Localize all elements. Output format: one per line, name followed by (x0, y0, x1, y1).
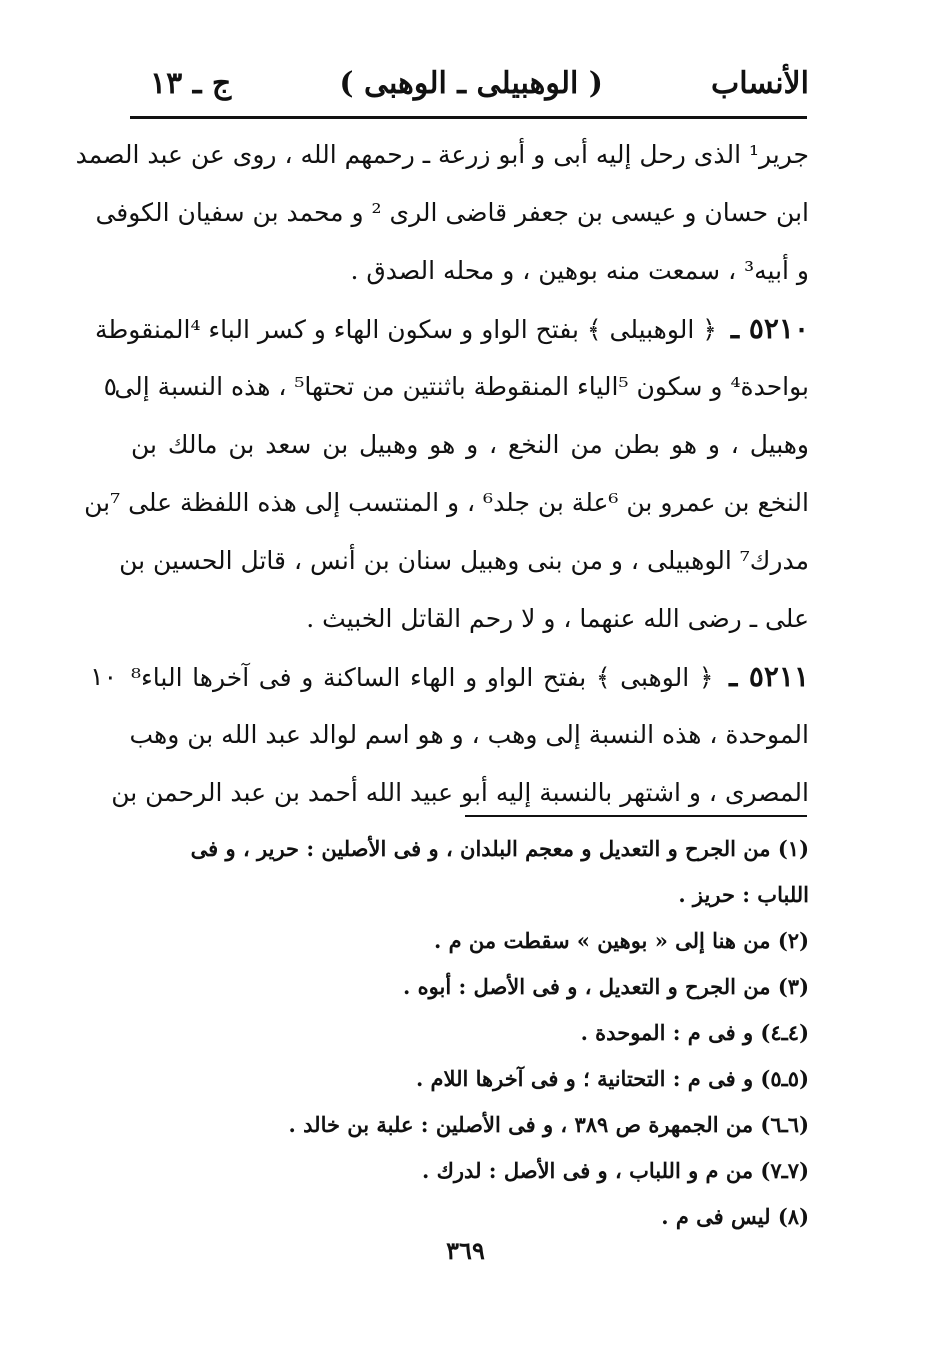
page-header (150, 58, 809, 108)
text-line (103, 358, 809, 416)
text-line: المصرى ، و اشتهر بالنسبة إليه أبو عبيد الله أحمد بن عبد الرحمن بن (111, 778, 809, 807)
entry-5211-line (90, 648, 809, 706)
text-line: مدرك⁷ الوهبيلى ، و من بنى وهبيل سنان بن أنس ، قاتل الحسين بن (119, 546, 809, 575)
entry-number: ٥٢١١ ـ (729, 660, 809, 693)
margin-line-number: ٥ (103, 372, 117, 401)
entry-text: ﴿ الوهبيلى ﴾ بفتح الواو و سكون الهاء و كسر الباء ⁴المنقوطة (95, 315, 717, 344)
footnote: (٨) ليس فى م . (661, 1204, 809, 1229)
footnote-rule (465, 815, 807, 817)
margin-line-number: ١٠ (90, 662, 117, 691)
footnote: (٣) من الجرح و التعديل ، و فى الأصل : أبوه . (403, 974, 809, 999)
footnote: (١) من الجرح و التعديل و معجم البلدان ، و فى الأصلين : حرير ، و فى (190, 836, 809, 861)
text-line: الموحدة ، هذه النسبة إلى وهب ، و هو اسم لوالد عبد الله بن وهب (129, 720, 809, 749)
header-book-title: الأنساب (711, 65, 809, 101)
text-line-content: بواحدة⁴ و سكون ⁵الياء المنقوطة باثنتين من تحتها⁵ ، هذه النسبة إلى (114, 372, 809, 401)
footnote: (٤ـ٤) و فى م : الموحدة . (580, 1020, 809, 1045)
text-line: على ـ رضى الله عنهما ، و لا رحم القاتل الخبيث . (306, 604, 809, 633)
entry-number: ٥٢١٠ ـ (730, 312, 809, 345)
footnote: اللباب : حريز . (678, 882, 809, 907)
entry-text: ﴿ الوهبى ﴾ بفتح الواو و الهاء الساكنة و فى آخرها الباء⁸ (131, 663, 714, 692)
header-section-title: ( الوهبيلى ـ الوهبى ) (339, 65, 603, 101)
header-rule (130, 116, 807, 119)
text-line: جرير¹ الذى رحل إليه أبى و أبو زرعة ـ رحمهم الله ، روى عن عبد الصمد (75, 140, 809, 169)
text-line: النخع بن عمرو بن ⁶علة بن جلد⁶ ، و المنتسب إلى هذه اللفظة على ⁷بن (84, 488, 809, 517)
footnote: (٢) من هنا إلى « بوهين » سقطت من م . (434, 928, 809, 953)
footnote: (٥ـ٥) و فى م : التحتانية ؛ و فى آخرها اللام . (415, 1066, 809, 1091)
footnote: (٦ـ٦) من الجمهرة ص ٣٨٩ ، و فى الأصلين : علبة بن خالد . (288, 1112, 809, 1137)
footnotes (119, 826, 809, 1240)
text-line: و أبيه³ ، سمعت منه بوهين ، و محله الصدق . (350, 256, 809, 285)
page-number: ٣٦٩ (446, 1236, 485, 1265)
text-line: وهبيل ، و هو بطن من النخع ، و هو وهبيل بن سعد بن مالك بن (131, 430, 809, 459)
footnote: (٧ـ٧) من م و اللباب ، و فى الأصل : لدرك . (421, 1158, 809, 1183)
text-line: ابن حسان و عيسى بن جعفر قاضى الرى ² و محمد بن سفيان الكوفى (95, 198, 809, 227)
header-volume: ج ـ ١٣ (150, 65, 232, 101)
entry-5210-line (95, 300, 809, 358)
main-text (75, 126, 809, 822)
